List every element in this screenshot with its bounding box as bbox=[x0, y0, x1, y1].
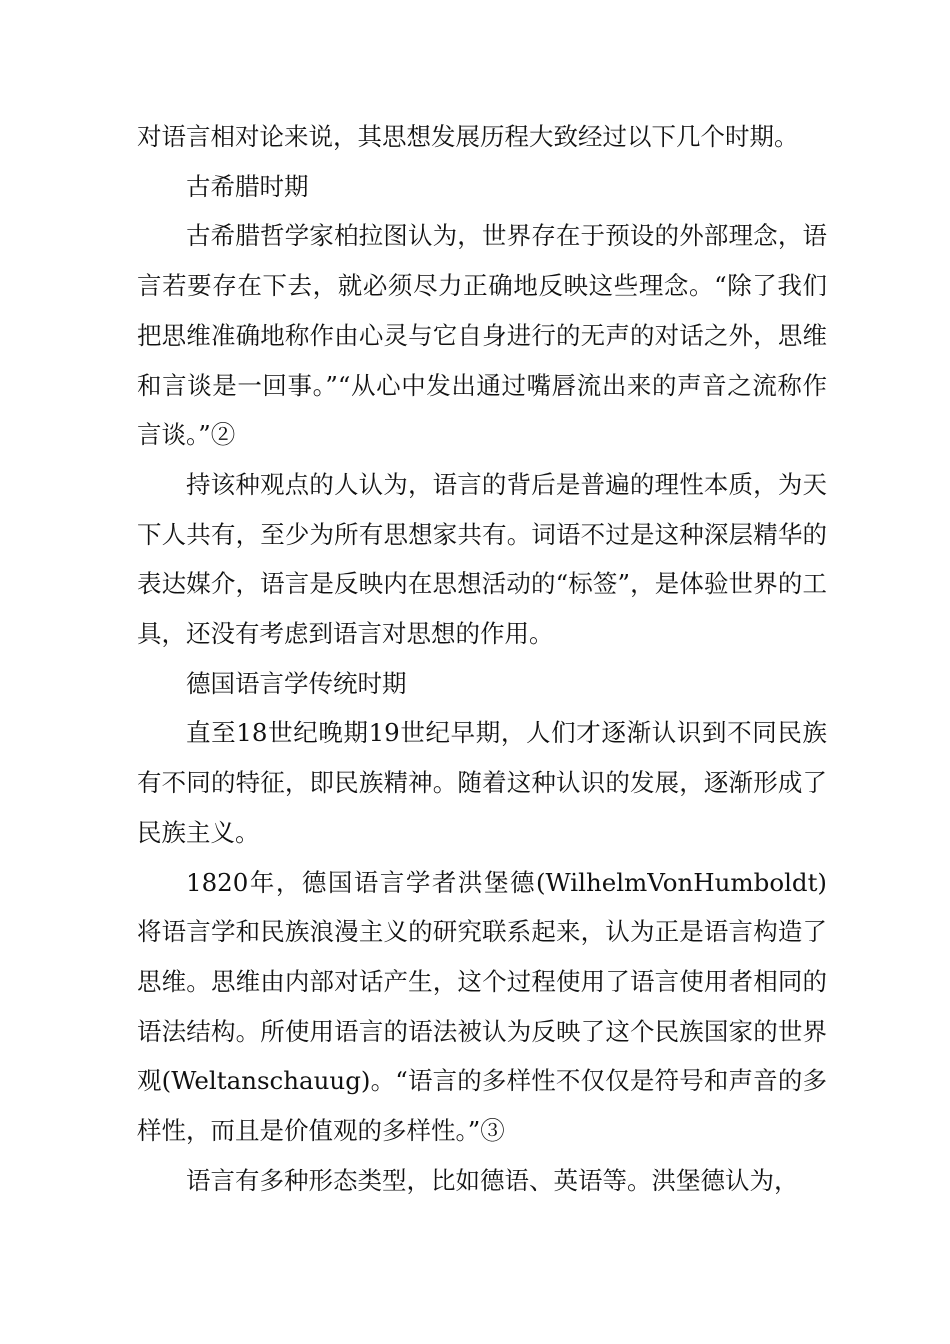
paragraph-plato: 古希腊哲学家柏拉图认为，世界存在于预设的外部理念，语言若要存在下去，就必须尽力正确地反映这些理念。“除了我们把思维准确地称作由心灵与它自身进行的无声的对话之外，思维和言谈是一回事。”“从心中发出通过嘴唇流出来的声音之流称作言谈。”② bbox=[137, 221, 827, 450]
section-heading-ancient-greece: 古希腊时期 bbox=[186, 171, 309, 201]
paragraph-humboldt: 1820年，德国语言学者洪堡德(WilhelmVonHumboldt)将语言学和民族浪漫主义的研究联系起来，认为正是语言构造了思维。思维由内部对话产生，这个过程使用了语言使用者相同的语法结构。所使用语言的语法被认为反映了这个民族国家的世界观(Weltanschauug)。“语言的多样性不仅仅是符号和声音的多样性，而且是价值观的多样性。”③ bbox=[137, 867, 827, 1146]
paragraph-national-spirit: 直至18世纪晚期19世纪早期，人们才逐渐认识到不同民族有不同的特征，即民族精神。随着这种认识的发展，逐渐形成了民族主义。 bbox=[137, 718, 827, 847]
paragraph-language-types: 语言有多种形态类型，比如德语、英语等。洪堡德认为， bbox=[186, 1165, 799, 1195]
paragraph-intro: 对语言相对论来说，其思想发展历程大致经过以下几个时期。 bbox=[137, 122, 799, 151]
section-heading-german-tradition: 德国语言学传统时期 bbox=[186, 668, 407, 698]
paragraph-universal-reason: 持该种观点的人认为，语言的背后是普遍的理性本质，为天下人共有，至少为所有思想家共有。词语不过是这种深层精华的表达媒介，语言是反映内在思想活动的“标签”，是体验世界的工具，还没有考虑到语言对思想的作用。 bbox=[137, 469, 827, 649]
document-body bbox=[137, 112, 827, 1205]
